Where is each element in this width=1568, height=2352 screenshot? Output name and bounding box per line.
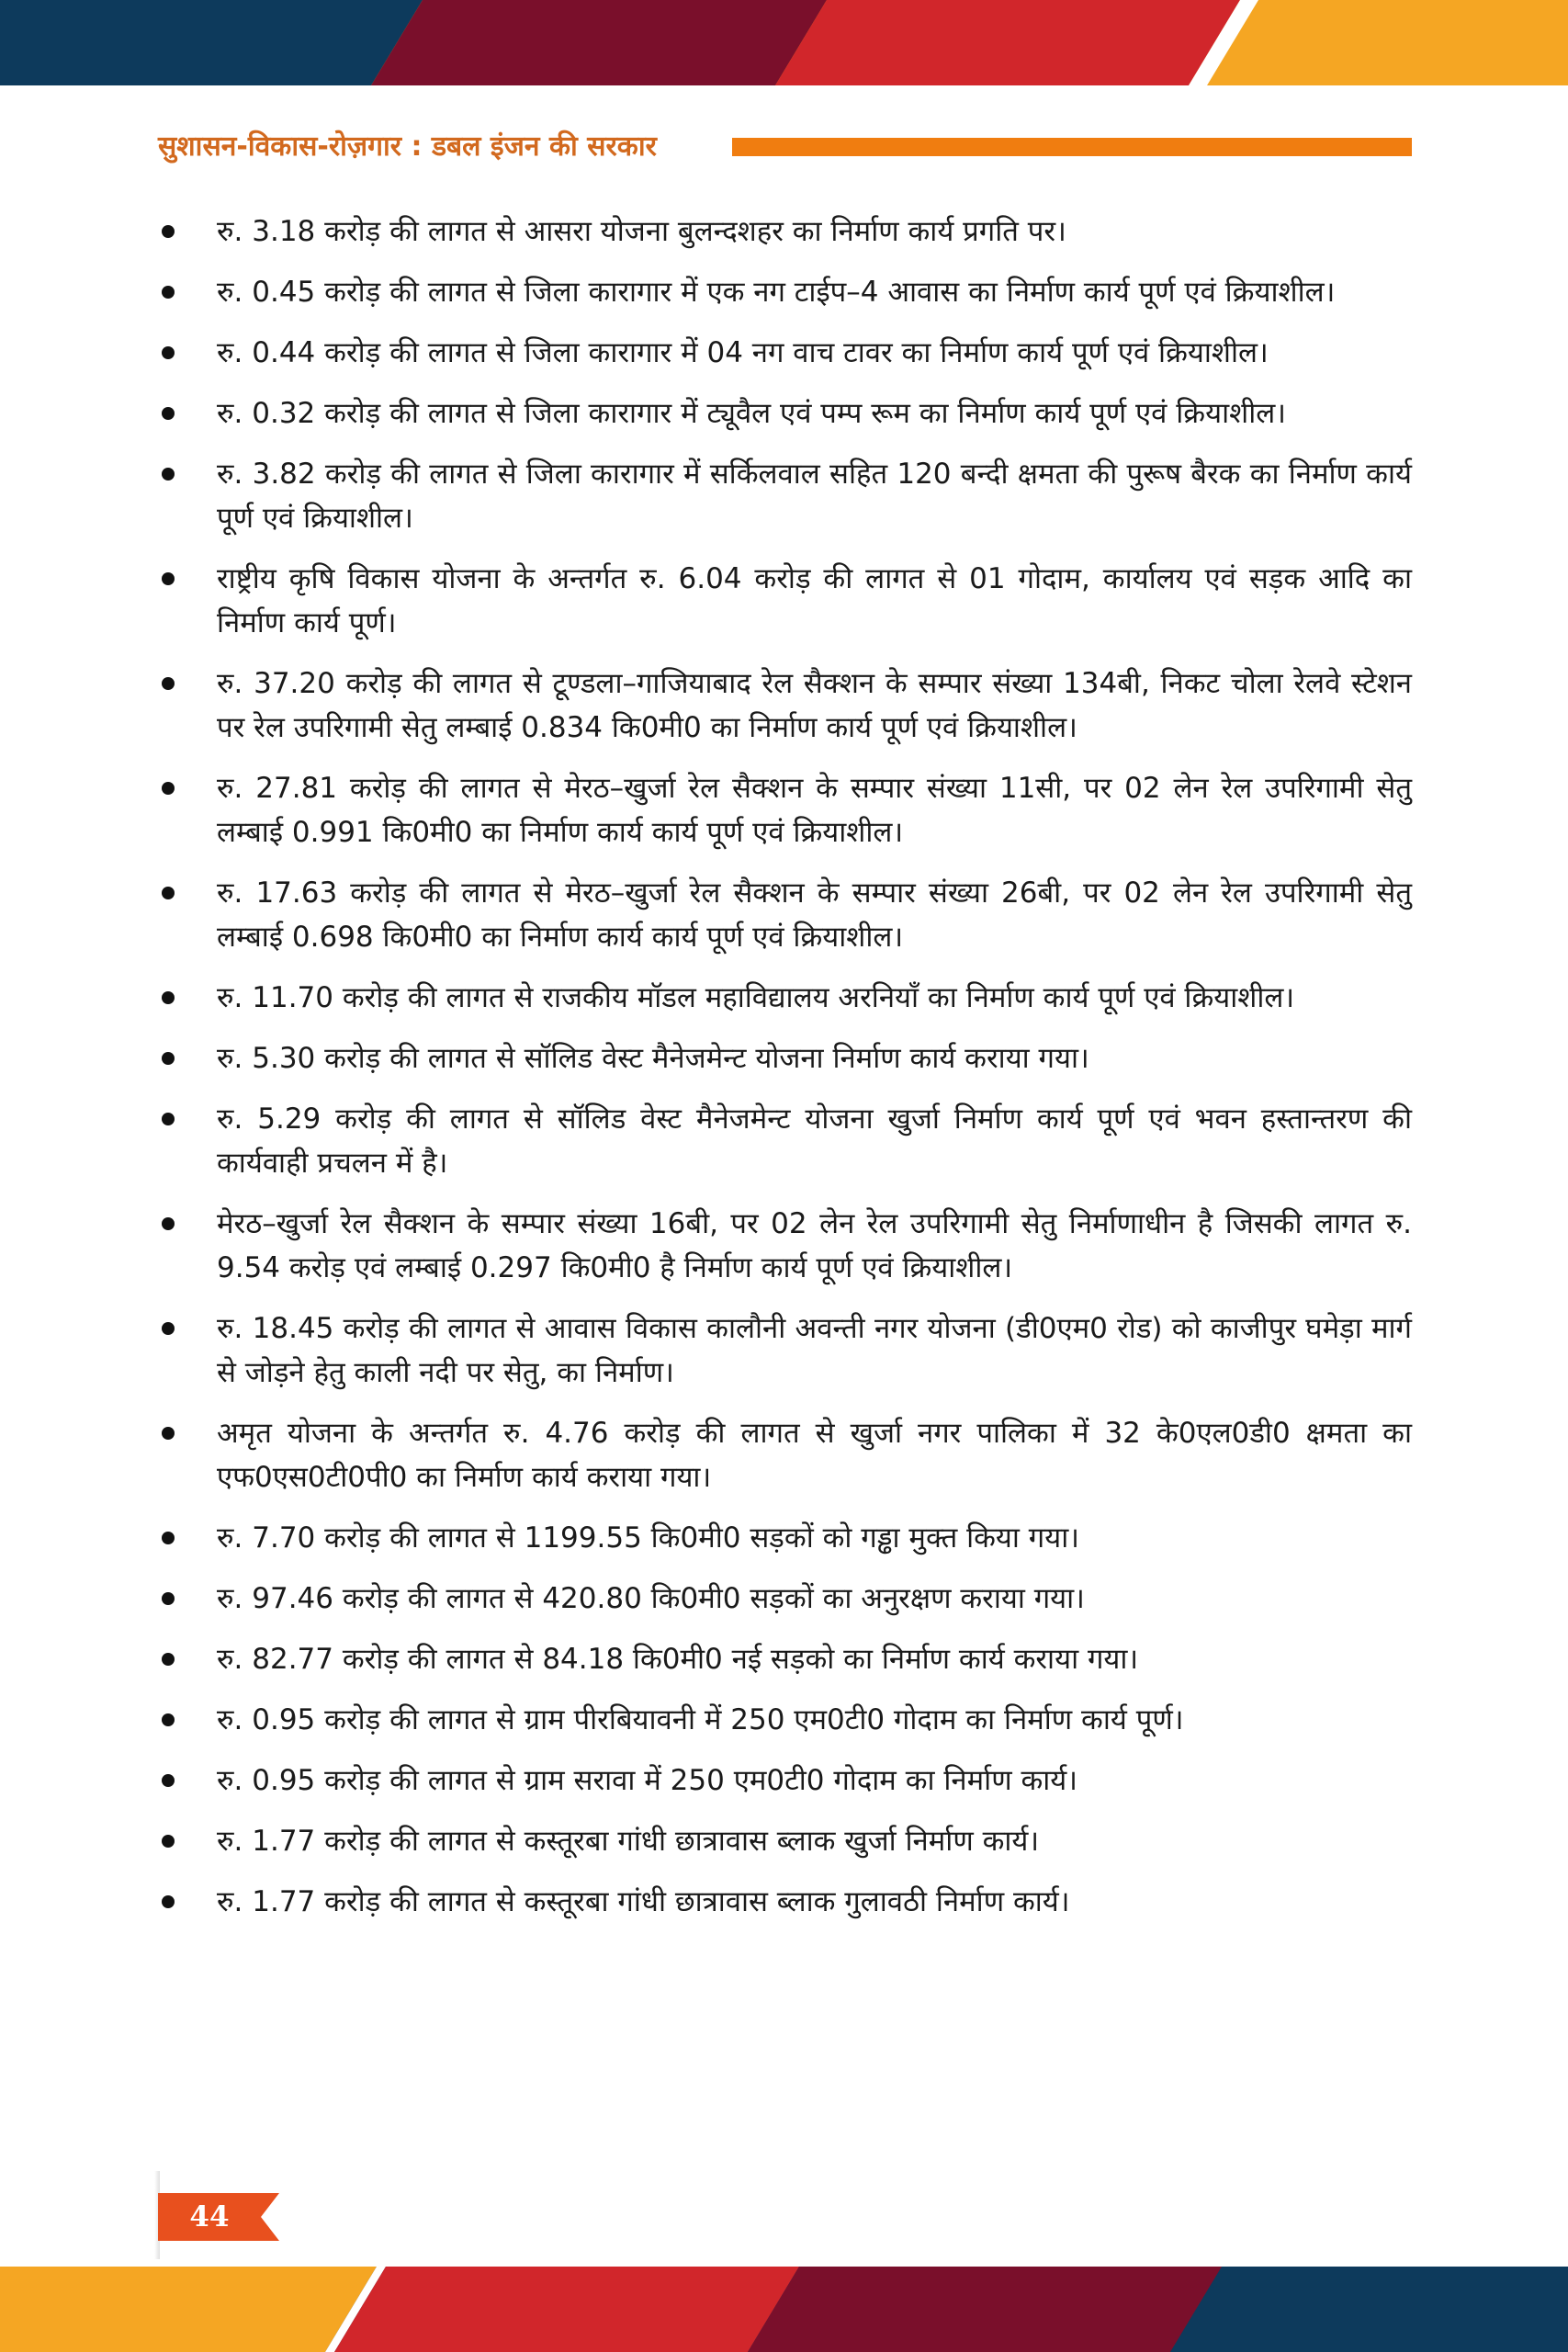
list-item: रु. 97.46 करोड़ की लागत से 420.80 कि0मी0 सड़कों का अनुरक्षण कराया गया। — [158, 1577, 1412, 1621]
list-item: रु. 0.95 करोड़ की लागत से ग्राम सरावा में 250 एम0टी0 गोदाम का निर्माण कार्य। — [158, 1758, 1412, 1803]
page-header — [158, 125, 1412, 169]
list-item: रु. 5.29 करोड़ की लागत से सॉलिड वेस्ट मैनेजमेन्ट योजना खुर्जा निर्माण कार्य पूर्ण एवं भवन हस्तान्तरण की कार्यवाही प्रचलन में है। — [158, 1097, 1412, 1185]
bullet-icon — [162, 1592, 175, 1605]
list-item: राष्ट्रीय कृषि विकास योजना के अन्तर्गत रु. 6.04 करोड़ की लागत से 01 गोदाम, कार्यालय एवं सड़क आदि का निर्माण कार्य पूर्ण। — [158, 557, 1412, 645]
bullet-icon — [162, 1322, 175, 1335]
list-item: मेरठ–खुर्जा रेल सैक्शन के सम्पार संख्या 16बी, पर 02 लेन रेल उपरिगामी सेतु निर्माणाधीन है जिसकी लागत रु. 9.54 करोड़ एवं लम्बाई 0.297 कि0मी0 है निर्माण कार्य पूर्ण एवं क्रियाशील। — [158, 1202, 1412, 1290]
bullet-icon — [162, 407, 175, 420]
list-item: रु. 82.77 करोड़ की लागत से 84.18 कि0मी0 नई सड़को का निर्माण कार्य कराया गया। — [158, 1637, 1412, 1681]
bullet-icon — [162, 782, 175, 795]
bullet-icon — [162, 1713, 175, 1726]
bullet-icon — [162, 286, 175, 299]
header-rule — [732, 138, 1412, 156]
bullet-icon — [162, 677, 175, 690]
list-item: रु. 0.44 करोड़ की लागत से जिला कारागार में 04 नग वाच टावर का निर्माण कार्य पूर्ण एवं क्रियाशील। — [158, 331, 1412, 375]
list-item: रु. 11.70 करोड़ की लागत से राजकीय मॉडल महाविद्यालय अरनियॉं का निर्माण कार्य पूर्ण एवं क्रियाशील। — [158, 976, 1412, 1020]
list-item: रु. 27.81 करोड़ की लागत से मेरठ–खुर्जा रेल सैक्शन के सम्पार संख्या 11सी, पर 02 लेन रेल उपरिगामी सेतु लम्बाई 0.991 कि0मी0 का निर्माण कार्य कार्य पूर्ण एवं क्रियाशील। — [158, 766, 1412, 854]
bullet-icon — [162, 1774, 175, 1787]
top-color-band — [0, 0, 1568, 85]
list-item: रु. 18.45 करोड़ की लागत से आवास विकास कालौनी अवन्ती नगर योजना (डी0एम0 रोड) को काजीपुर घमेड़ा मार्ग से जोड़ने हेतु काली नदी पर सेतु, का निर्माण। — [158, 1306, 1412, 1395]
bullet-icon — [162, 1217, 175, 1230]
list-item: रु. 37.20 करोड़ की लागत से टूण्डला–गाजियाबाद रेल सैक्शन के सम्पार संख्या 134बी, निकट चोला रेलवे स्टेशन पर रेल उपरिगामी सेतु लम्बाई 0.834 कि0मी0 का निर्माण कार्य पूर्ण एवं क्रियाशील। — [158, 662, 1412, 750]
page-number-tab — [158, 2193, 279, 2241]
bottom-color-band — [0, 2267, 1568, 2352]
list-item: रु. 1.77 करोड़ की लागत से कस्तूरबा गांधी छात्रावास ब्लाक खुर्जा निर्माण कार्य। — [158, 1819, 1412, 1863]
list-item: अमृत योजना के अन्तर्गत रु. 4.76 करोड़ की लागत से खुर्जा नगर पालिका में 32 के0एल0डी0 क्षमता का एफ0एस0टी0पी0 का निर्माण कार्य कराया गया। — [158, 1411, 1412, 1499]
list-item: रु. 3.82 करोड़ की लागत से जिला कारागार में सर्किलवाल सहित 120 बन्दी क्षमता की पुरूष बैरक का निर्माण कार्य पूर्ण एवं क्रियाशील। — [158, 452, 1412, 540]
bullet-icon — [162, 1052, 175, 1065]
bullet-icon — [162, 1532, 175, 1544]
list-item: रु. 0.45 करोड़ की लागत से जिला कारागार में एक नग टाईप–4 आवास का निर्माण कार्य पूर्ण एवं क्रियाशील। — [158, 270, 1412, 314]
bullet-icon — [162, 887, 175, 899]
list-item: रु. 0.32 करोड़ की लागत से जिला कारागार में ट्यूवैल एवं पम्प रूम का निर्माण कार्य पूर्ण एवं क्रियाशील। — [158, 391, 1412, 435]
list-item: रु. 7.70 करोड़ की लागत से 1199.55 कि0मी0 सड़कों को गड्ढा मुक्त किया गया। — [158, 1516, 1412, 1560]
list-item: रु. 0.95 करोड़ की लागत से ग्राम पीरबियावनी में 250 एम0टी0 गोदाम का निर्माण कार्य पूर्ण। — [158, 1698, 1412, 1742]
bullet-icon — [162, 468, 175, 481]
bullet-icon — [162, 1835, 175, 1848]
bullet-icon — [162, 1895, 175, 1908]
list-item: रु. 1.77 करोड़ की लागत से कस्तूरबा गांधी छात्रावास ब्लाक गुलावठी निर्माण कार्य। — [158, 1880, 1412, 1924]
bullet-icon — [162, 225, 175, 238]
bullet-icon — [162, 346, 175, 359]
bullet-icon — [162, 1427, 175, 1440]
page-number: 44 — [189, 2200, 230, 2233]
header-title: सुशासन-विकास-रोज़गार : डबल इंजन की सरकार — [158, 130, 657, 163]
list-item: रु. 5.30 करोड़ की लागत से सॉलिड वेस्ट मैनेजमेन्ट योजना निर्माण कार्य कराया गया। — [158, 1036, 1412, 1080]
bullet-icon — [162, 991, 175, 1004]
list-item: रु. 17.63 करोड़ की लागत से मेरठ–खुर्जा रेल सैक्शन के सम्पार संख्या 26बी, पर 02 लेन रेल उपरिगामी सेतु लम्बाई 0.698 कि0मी0 का निर्माण कार्य कार्य पूर्ण एवं क्रियाशील। — [158, 871, 1412, 959]
list-item: रु. 3.18 करोड़ की लागत से आसरा योजना बुलन्दशहर का निर्माण कार्य प्रगति पर। — [158, 209, 1412, 254]
achievements-list — [158, 209, 1412, 1940]
bullet-icon — [162, 1653, 175, 1666]
bullet-icon — [162, 1113, 175, 1125]
bullet-icon — [162, 572, 175, 585]
